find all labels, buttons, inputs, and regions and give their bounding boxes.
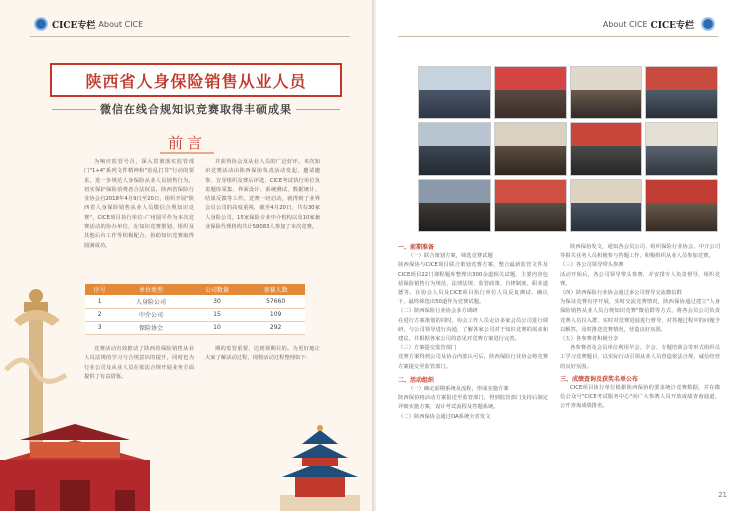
preparation-text: （一）联合策划方案，筛选竞赛试题 陕西保协与CICE项目联合策划竞赛方案，整合最新监管文件及CICE项目22门课程题库整理出300余道相关试题，主要内容包括保险销售行为规范、法律法规、监管政策、自律制度、职业道德等。在协会人员及CICE项目执行单位人员反复测试、确认下，最终筛选出50道作为竞赛试题。 （二）陕西保险行业协会多方调研 在进行方案策划的同时，协会工作人员走访多家会员公司进行调研，与公司领导进行沟通，了解各家公司对于知识竞赛的需求和建议，并根据各家公司的意见对竞赛方案进行完善。 （三）方案提交监管部门 竞赛方案得到公司及协会内部认可后，陕西保险行业协会将竞赛方案提交至监管部门。 — [398, 253, 548, 370]
table-cell: 3 — [85, 321, 114, 334]
table-cell: 人身险公司 — [114, 295, 187, 308]
preface-underline — [160, 152, 214, 154]
event-photo — [418, 179, 491, 232]
table-header: 序号 — [85, 284, 114, 295]
event-photo — [494, 66, 567, 119]
closing-column-1 — [84, 345, 194, 382]
title-box — [50, 63, 342, 97]
intro-paragraph-2: 并获得协会及从业人员的广泛好评。本次知识竞赛活动由陕西保协负责活动发起、邀请邀参、宣导组织及赛后评选，CICE考试执行单位负责题库采集、界面设计、系统测试、数据统计、结果反馈等工作。竞赛一经启动，就得到了业界会员公司的高度重视，截至4月20日，共有30家人身险公司，15家保险专业中介机构以及10家兼业保险代理机构共计58083人参加了本次竞赛。 — [205, 159, 320, 231]
preface-heading: 前言 — [167, 134, 206, 152]
table-cell: 15 — [188, 308, 247, 321]
event-photo — [570, 122, 643, 175]
table-header: 参赛人数 — [246, 284, 305, 295]
page-subtitle: 微信在线合规知识竞赛取得丰硕成果 — [48, 100, 344, 118]
header-rule — [30, 36, 350, 37]
participants-table — [85, 284, 305, 335]
event-photo — [645, 122, 718, 175]
left-page — [0, 0, 374, 511]
event-photo — [494, 179, 567, 232]
section-heading-preparation: 一、前期准备 — [398, 244, 435, 251]
table-row — [85, 308, 305, 321]
table-cell: 57660 — [246, 295, 305, 308]
sharing-text: 各参赛者及会员单位利用早会、夕会、专题培训会等形式组织员工学习竞赛题目，以实际行动引领从业人员营造依法合规、诚信经营的良好氛围。 — [560, 345, 720, 370]
intro-column-2 — [205, 158, 320, 232]
event-photo — [418, 66, 491, 119]
table-row — [85, 295, 305, 308]
cice-logo-icon — [34, 17, 48, 31]
closing-paragraph-2: 期的监管重要，达到预期目的。为更好地让大家了解活动过程，现将活动过程整理如下： — [205, 346, 320, 362]
table-cell: 保险协会 — [114, 321, 187, 334]
table-cell: 109 — [246, 308, 305, 321]
results-text: CICE项目执行单位根据陕西保协的要求统计竞赛数据，并在微信公众号"CICE考试服务中心"向广大参赛人员开放成绩查询通道，公开查询成绩排名。 — [560, 385, 720, 410]
section-heading-organization: 二、活动组织 — [398, 376, 435, 384]
event-photo — [570, 66, 643, 119]
closing-column-2 — [205, 345, 320, 364]
tiananmen-gate-illustration — [0, 420, 150, 511]
event-photo — [645, 66, 718, 119]
right-column-1 — [398, 243, 548, 422]
section-heading-results: 三、成绩查询及获奖名单公布 — [560, 375, 639, 383]
table-cell: 2 — [85, 308, 114, 321]
organization-text-cont: 陕西保协发文，通知各会员公司、组织保险行业协会、中介公司等相关业务人员积极参与答题工作，积极组织从业人员参加竞赛。 （三）各公司领导带头参赛 活动开始后，各公司领导带头参赛，并安排专人负责督导，组织竞赛。 （四）陕西保险行业协会通过多公司督导交流微信群 为保证竞赛有序开展，实时交流竞赛情况，陕西保协通过建立"人身保险销售从业人员合规知识竞赛"微信群等方式，将各会员公司负责竞赛人员拉入群，实时对竞赛进展进行督导，对答题过程中的问题予以解答，及时推送竞赛情况，营造良好氛围。 （五）各参赛者积极分享 — [560, 244, 720, 343]
table-row — [85, 321, 305, 334]
event-photo — [645, 179, 718, 232]
table-cell: 292 — [246, 321, 305, 334]
table-cell: 10 — [188, 321, 247, 334]
intro-column-1 — [84, 158, 194, 251]
event-photo — [418, 122, 491, 175]
cice-logo-icon — [701, 17, 715, 31]
right-header-brand: CICE专栏 — [650, 20, 694, 31]
event-photo — [494, 122, 567, 175]
intro-paragraph-1: 为响应监管号召，深入贯彻落实监管部门"1+4"系列文件精神和"治乱打非"行动的要求，进一步规范人身保险从业人员销售行为，切实保护保险消费者合法权益，陕西省保险行业协会自2018年4月9日至20日，组织开展"陕西省人身保险销售从业人员微信合规知识竞赛"，CICE项目执行单位-广州圆平作为本次竞赛活动的协办单位，在知识竞赛策划、组织及其他后台工作等积极配合，协助知识竞赛取得圆满成功。 — [84, 159, 194, 249]
left-header — [30, 14, 143, 34]
table-cell: 1 — [85, 295, 114, 308]
table-cell: 中介公司 — [114, 308, 187, 321]
header-rule — [398, 36, 718, 37]
left-header-brand: CICE专栏 — [52, 20, 96, 31]
table-header-row — [85, 284, 305, 295]
table-header: 公司数量 — [188, 284, 247, 295]
table-cell: 30 — [188, 295, 247, 308]
temple-of-heaven-illustration — [270, 420, 370, 511]
organization-text: （一）确定前期系统及流程，形成实施方案 陕西保协将活动方案报送至监管部门，得到监管部门支持后制定详细实施方案，设计考试流程及答题系统。 （二）陕西保协会通过OA系统全省发文 — [398, 386, 548, 420]
page-title: 陕西省人身保险销售从业人员 — [85, 71, 307, 91]
right-header-sub: About CICE — [602, 19, 648, 29]
left-header-sub: About CICE — [98, 19, 144, 29]
right-page — [376, 0, 749, 511]
right-header — [603, 14, 719, 34]
page-number: 21 — [718, 491, 727, 499]
closing-paragraph-1: 竞赛活动有效推动了陕西省保险销售从业人员法规的学习与合规意识的提升，同时也为行业公司及从业人员在依法合规开展业务方面提供了有益借鉴。 — [84, 346, 194, 380]
table-header: 单位类型 — [114, 284, 187, 295]
right-column-2 — [560, 243, 720, 412]
event-photo-grid — [418, 66, 718, 232]
event-photo — [570, 179, 643, 232]
